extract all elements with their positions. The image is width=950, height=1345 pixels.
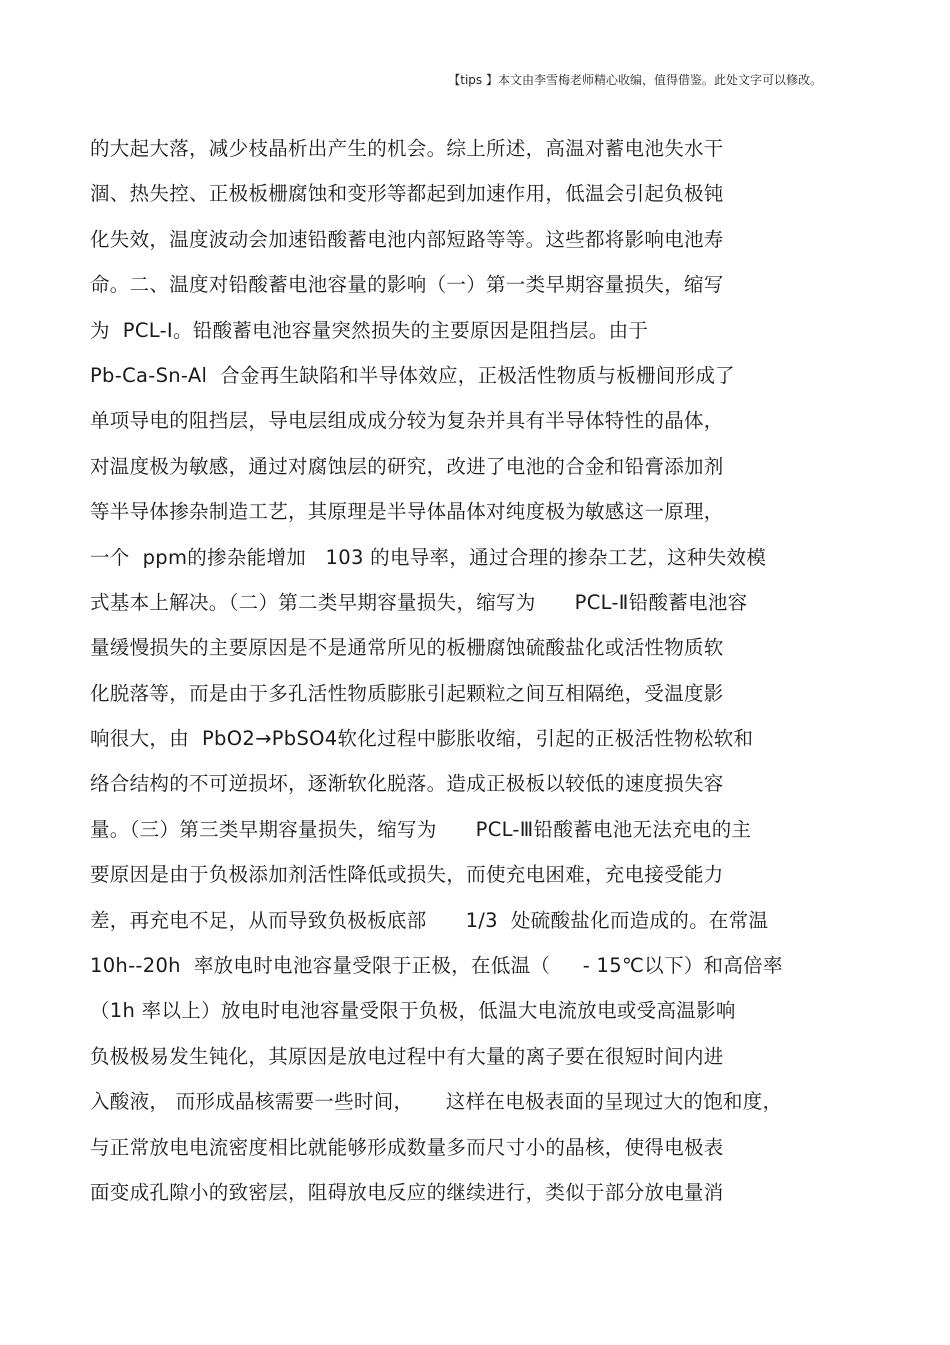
text-line: 10h--20h 率放电时电池容量受限于正极，在低温（ - 15℃以下）和高倍率	[90, 954, 783, 978]
text-line: 负极极易发生钝化，其原因是放电过程中有大量的离子要在很短时间内进	[90, 1044, 724, 1068]
text-line: 涸、热失控、正极板栅腐蚀和变形等都起到加速作用，低温会引起负极钝	[90, 182, 724, 206]
text-line: Pb-Ca-Sn-Al 合金再生缺陷和半导体效应，正极活性物质与板栅间形成了	[90, 363, 735, 387]
text-line: 为 PCL-Ⅰ。铅酸蓄电池容量突然损失的主要原因是阻挡层。由于	[90, 318, 649, 342]
document-body	[90, 126, 850, 1215]
text-line: 面变成孔隙小的致密层，阻碍放电反应的继续进行，类似于部分放电量消	[90, 1180, 724, 1204]
text-line: 络合结构的不可逆损坏，逐渐软化脱落。造成正极板以较低的速度损失容	[90, 772, 724, 796]
text-line: 要原因是由于负极添加剂活性降低或损失，而使充电困难，充电接受能力	[90, 863, 724, 887]
text-line: 入酸液， 而形成晶核需要一些时间， 这样在电极表面的呈现过大的饱和度，	[90, 1090, 783, 1114]
text-line: 化脱落等，而是由于多孔活性物质膨胀引起颗粒之间互相隔绝，受温度影	[90, 681, 724, 705]
text-line: 差，再充电不足，从而导致负极板底部 1/3 处硫酸盐化而造成的。在常温	[90, 908, 769, 932]
text-line: 单项导电的阻挡层，导电层组成成分较为复杂并具有半导体特性的晶体，	[90, 409, 724, 433]
text-line: 与正常放电电流密度相比就能够形成数量多而尺寸小的晶核，使得电极表	[90, 1135, 724, 1159]
text-line: 命。二、温度对铅酸蓄电池容量的影响（一）第一类早期容量损失，缩写	[90, 273, 724, 297]
text-line: 的大起大落，减少枝晶析出产生的机会。综上所述，高温对蓄电池失水干	[90, 137, 724, 160]
text-line: 一个 ppm的掺杂能增加 103 的电导率，通过合理的掺杂工艺，这种失效模	[90, 545, 767, 569]
text-line: 量缓慢损失的主要原因是不是通常所见的板栅腐蚀硫酸盐化或活性物质软	[90, 636, 724, 660]
text-line: 化失效，温度波动会加速铅酸蓄电池内部短路等等。这些都将影响电池寿	[90, 227, 724, 251]
text-line: 响很大，由 PbO2→PbSO4软化过程中膨胀收缩，引起的正极活性物松软和	[90, 727, 754, 751]
text-line: 式基本上解决。（二）第二类早期容量损失，缩写为 PCL-Ⅱ铅酸蓄电池容	[90, 590, 748, 614]
page-header-tip: 【tips 】本文由李雪梅老师精心收编，值得借鉴。此处文字可以修改。	[448, 73, 822, 87]
text-line: 对温度极为敏感，通过对腐蚀层的研究，改进了电池的合金和铅膏添加剂	[90, 454, 724, 478]
text-line: （1h 率以上）放电时电池容量受限于负极，低温大电流放电或受高温影响	[90, 999, 736, 1023]
text-line: 量。（三）第三类早期容量损失，缩写为 PCL-Ⅲ铅酸蓄电池无法充电的主	[90, 817, 752, 841]
text-line: 等半导体掺杂制造工艺，其原理是半导体晶体对纯度极为敏感这一原理，	[90, 500, 724, 524]
